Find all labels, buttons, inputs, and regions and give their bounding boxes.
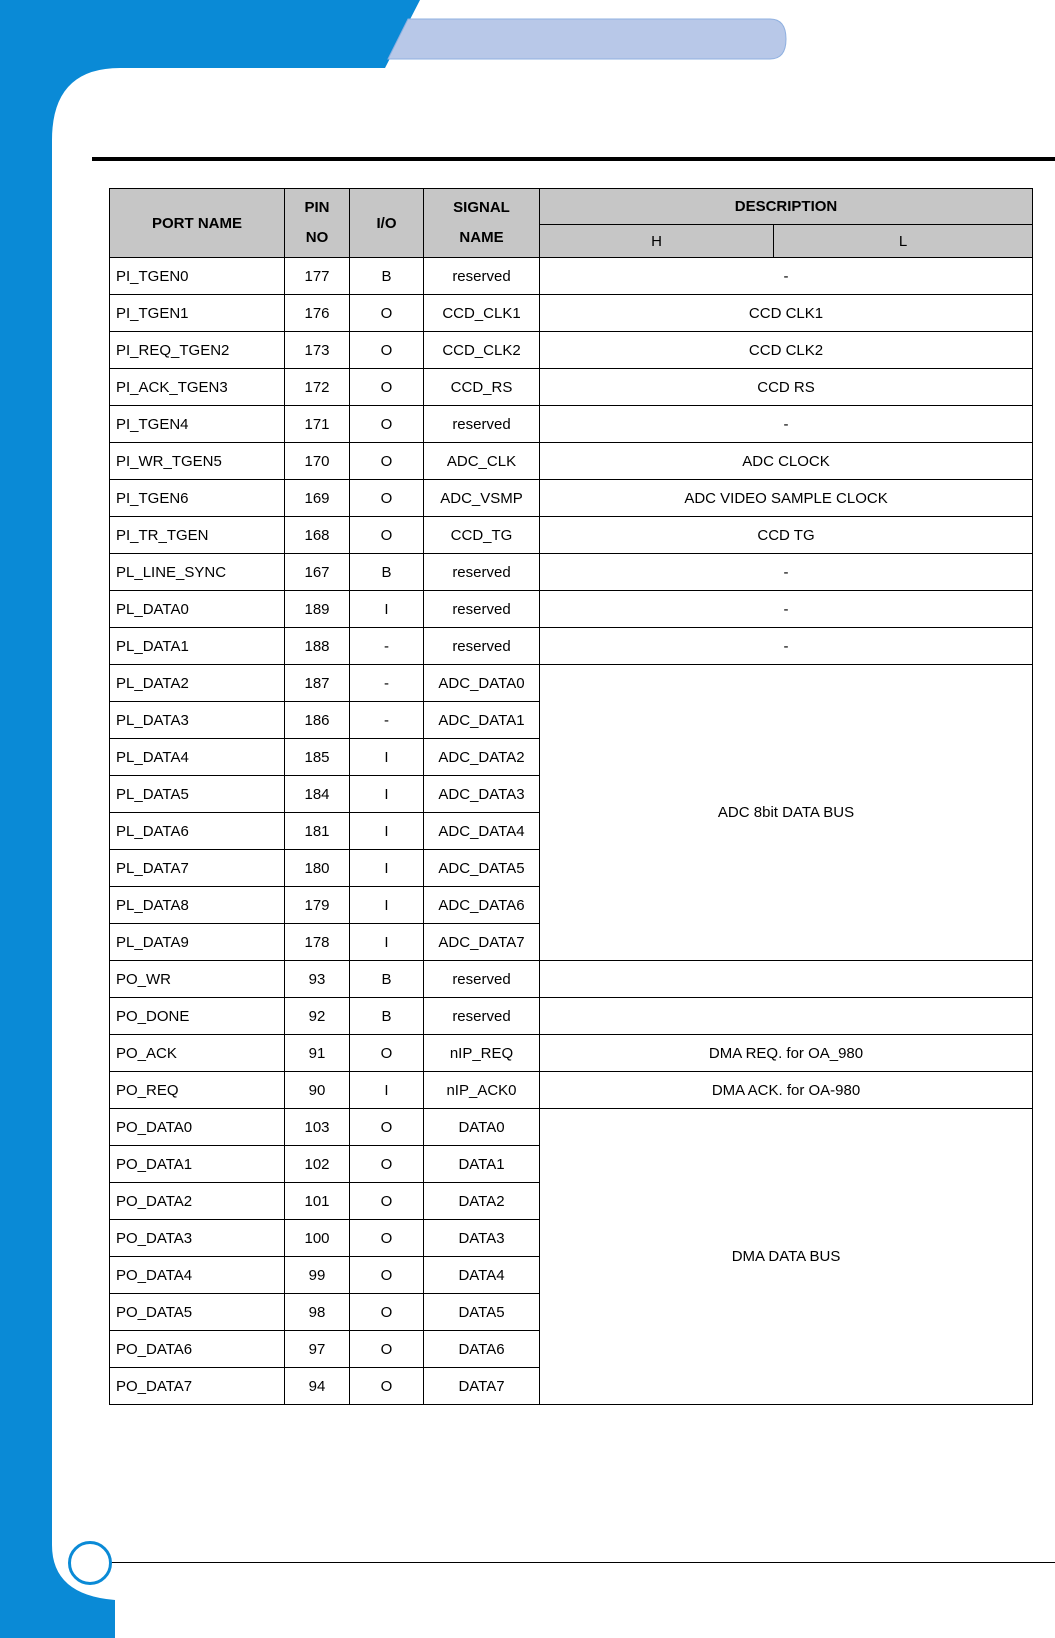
signal-cell: ADC_DATA5	[424, 850, 540, 887]
description-cell: -	[540, 628, 1033, 665]
pin-cell: 173	[285, 332, 350, 369]
page-number-circle	[68, 1541, 112, 1585]
io-cell: O	[350, 406, 424, 443]
dma-bus-description: DMA DATA BUS	[540, 1109, 1033, 1405]
signal-cell: reserved	[424, 406, 540, 443]
header-pin-no: PIN NO	[285, 189, 350, 258]
description-cell: CCD RS	[540, 369, 1033, 406]
io-cell: O	[350, 1035, 424, 1072]
signal-cell: ADC_CLK	[424, 443, 540, 480]
port-cell: PO_REQ	[110, 1072, 285, 1109]
signal-cell: reserved	[424, 998, 540, 1035]
signal-cell: ADC_DATA6	[424, 887, 540, 924]
io-cell: O	[350, 1257, 424, 1294]
signal-cell: DATA1	[424, 1146, 540, 1183]
io-cell: O	[350, 1331, 424, 1368]
pin-cell: 172	[285, 369, 350, 406]
port-cell: PO_DATA7	[110, 1368, 285, 1405]
pin-cell: 102	[285, 1146, 350, 1183]
port-cell: PL_DATA8	[110, 887, 285, 924]
signal-cell: reserved	[424, 554, 540, 591]
port-cell: PO_DATA5	[110, 1294, 285, 1331]
signal-cell: ADC_DATA3	[424, 776, 540, 813]
io-cell: I	[350, 850, 424, 887]
description-cell: -	[540, 258, 1033, 295]
pin-cell: 181	[285, 813, 350, 850]
io-cell: B	[350, 998, 424, 1035]
port-cell: PI_TGEN6	[110, 480, 285, 517]
port-cell: PL_DATA3	[110, 702, 285, 739]
port-cell: PO_DATA2	[110, 1183, 285, 1220]
pin-cell: 99	[285, 1257, 350, 1294]
signal-cell: CCD_CLK2	[424, 332, 540, 369]
signal-cell: ADC_DATA1	[424, 702, 540, 739]
table-row	[110, 480, 1033, 517]
pin-cell: 186	[285, 702, 350, 739]
port-cell: PI_TR_TGEN	[110, 517, 285, 554]
header-l: L	[774, 225, 1033, 258]
io-cell: -	[350, 702, 424, 739]
footer-rule	[108, 1562, 1055, 1563]
signal-cell: ADC_DATA2	[424, 739, 540, 776]
table-row	[110, 628, 1033, 665]
description-cell: -	[540, 591, 1033, 628]
io-cell: O	[350, 1109, 424, 1146]
signal-cell: reserved	[424, 258, 540, 295]
pin-cell: 90	[285, 1072, 350, 1109]
port-cell: PL_LINE_SYNC	[110, 554, 285, 591]
signal-cell: DATA6	[424, 1331, 540, 1368]
description-cell	[540, 961, 1033, 998]
port-cell: PO_DATA3	[110, 1220, 285, 1257]
table-row	[110, 295, 1033, 332]
port-cell: PI_WR_TGEN5	[110, 443, 285, 480]
signal-cell: ADC_VSMP	[424, 480, 540, 517]
signal-cell: reserved	[424, 961, 540, 998]
header-description: DESCRIPTION	[540, 189, 1033, 225]
signal-cell: ADC_DATA7	[424, 924, 540, 961]
description-cell: -	[540, 406, 1033, 443]
description-cell: DMA REQ. for OA_980	[540, 1035, 1033, 1072]
pin-cell: 98	[285, 1294, 350, 1331]
table-row	[110, 406, 1033, 443]
port-cell: PO_DATA1	[110, 1146, 285, 1183]
table-row	[110, 554, 1033, 591]
pin-description-table	[109, 188, 1033, 1405]
io-cell: I	[350, 739, 424, 776]
description-cell	[540, 998, 1033, 1035]
pin-cell: 170	[285, 443, 350, 480]
pin-cell: 176	[285, 295, 350, 332]
header-rule	[92, 157, 1055, 161]
pin-cell: 92	[285, 998, 350, 1035]
pin-cell: 97	[285, 1331, 350, 1368]
table-row	[110, 332, 1033, 369]
io-cell: I	[350, 887, 424, 924]
header-signal-name: SIGNAL NAME	[424, 189, 540, 258]
port-cell: PO_DONE	[110, 998, 285, 1035]
pin-cell: 177	[285, 258, 350, 295]
io-cell: O	[350, 1220, 424, 1257]
port-cell: PI_ACK_TGEN3	[110, 369, 285, 406]
port-cell: PL_DATA0	[110, 591, 285, 628]
port-cell: PL_DATA2	[110, 665, 285, 702]
pin-cell: 167	[285, 554, 350, 591]
header-io: I/O	[350, 189, 424, 258]
port-cell: PO_DATA0	[110, 1109, 285, 1146]
io-cell: O	[350, 1183, 424, 1220]
signal-cell: reserved	[424, 628, 540, 665]
io-cell: O	[350, 1146, 424, 1183]
io-cell: O	[350, 480, 424, 517]
port-cell: PO_DATA4	[110, 1257, 285, 1294]
pin-cell: 188	[285, 628, 350, 665]
pin-cell: 187	[285, 665, 350, 702]
description-cell: ADC CLOCK	[540, 443, 1033, 480]
signal-cell: CCD_CLK1	[424, 295, 540, 332]
table-row	[110, 1035, 1033, 1072]
pin-cell: 171	[285, 406, 350, 443]
pin-cell: 91	[285, 1035, 350, 1072]
signal-cell: nIP_REQ	[424, 1035, 540, 1072]
signal-cell: nIP_ACK0	[424, 1072, 540, 1109]
port-cell: PL_DATA7	[110, 850, 285, 887]
port-cell: PI_TGEN1	[110, 295, 285, 332]
port-cell: PO_WR	[110, 961, 285, 998]
description-cell: -	[540, 554, 1033, 591]
signal-cell: DATA0	[424, 1109, 540, 1146]
description-cell: CCD TG	[540, 517, 1033, 554]
description-cell: CCD CLK1	[540, 295, 1033, 332]
description-cell: CCD CLK2	[540, 332, 1033, 369]
pin-cell: 178	[285, 924, 350, 961]
pin-cell: 94	[285, 1368, 350, 1405]
pin-cell: 100	[285, 1220, 350, 1257]
port-cell: PO_DATA6	[110, 1331, 285, 1368]
signal-cell: DATA2	[424, 1183, 540, 1220]
signal-cell: DATA4	[424, 1257, 540, 1294]
io-cell: B	[350, 961, 424, 998]
signal-cell: ADC_DATA0	[424, 665, 540, 702]
io-cell: B	[350, 554, 424, 591]
pin-cell: 184	[285, 776, 350, 813]
io-cell: -	[350, 665, 424, 702]
header-tab-shape	[388, 19, 786, 59]
io-cell: O	[350, 332, 424, 369]
signal-cell: DATA3	[424, 1220, 540, 1257]
table-row	[110, 961, 1033, 998]
port-cell: PL_DATA6	[110, 813, 285, 850]
table-row	[110, 369, 1033, 406]
io-cell: -	[350, 628, 424, 665]
signal-cell: ADC_DATA4	[424, 813, 540, 850]
description-cell: ADC VIDEO SAMPLE CLOCK	[540, 480, 1033, 517]
table-row	[110, 998, 1033, 1035]
signal-cell: reserved	[424, 591, 540, 628]
pin-cell: 93	[285, 961, 350, 998]
io-cell: O	[350, 443, 424, 480]
io-cell: O	[350, 295, 424, 332]
io-cell: I	[350, 591, 424, 628]
io-cell: O	[350, 1368, 424, 1405]
io-cell: I	[350, 776, 424, 813]
adc-bus-description: ADC 8bit DATA BUS	[540, 665, 1033, 961]
port-cell: PO_ACK	[110, 1035, 285, 1072]
io-cell: I	[350, 924, 424, 961]
pin-cell: 185	[285, 739, 350, 776]
signal-cell: CCD_RS	[424, 369, 540, 406]
pin-cell: 179	[285, 887, 350, 924]
pin-cell: 103	[285, 1109, 350, 1146]
io-cell: I	[350, 813, 424, 850]
port-cell: PL_DATA9	[110, 924, 285, 961]
header-h: H	[540, 225, 774, 258]
header-port-name: PORT NAME	[110, 189, 285, 258]
table-row	[110, 1109, 1033, 1146]
pin-cell: 101	[285, 1183, 350, 1220]
port-cell: PL_DATA1	[110, 628, 285, 665]
pin-cell: 189	[285, 591, 350, 628]
table-row	[110, 1072, 1033, 1109]
port-cell: PI_TGEN0	[110, 258, 285, 295]
pin-cell: 168	[285, 517, 350, 554]
port-cell: PL_DATA5	[110, 776, 285, 813]
table-row	[110, 665, 1033, 702]
table-row	[110, 517, 1033, 554]
io-cell: B	[350, 258, 424, 295]
io-cell: I	[350, 1072, 424, 1109]
signal-cell: CCD_TG	[424, 517, 540, 554]
pin-cell: 169	[285, 480, 350, 517]
description-cell: DMA ACK. for OA-980	[540, 1072, 1033, 1109]
port-cell: PI_REQ_TGEN2	[110, 332, 285, 369]
port-cell: PI_TGEN4	[110, 406, 285, 443]
signal-cell: DATA5	[424, 1294, 540, 1331]
signal-cell: DATA7	[424, 1368, 540, 1405]
io-cell: O	[350, 369, 424, 406]
table-row	[110, 258, 1033, 295]
io-cell: O	[350, 1294, 424, 1331]
pin-cell: 180	[285, 850, 350, 887]
table-body	[110, 258, 1033, 1405]
table-row	[110, 443, 1033, 480]
port-cell: PL_DATA4	[110, 739, 285, 776]
table-row	[110, 591, 1033, 628]
io-cell: O	[350, 517, 424, 554]
